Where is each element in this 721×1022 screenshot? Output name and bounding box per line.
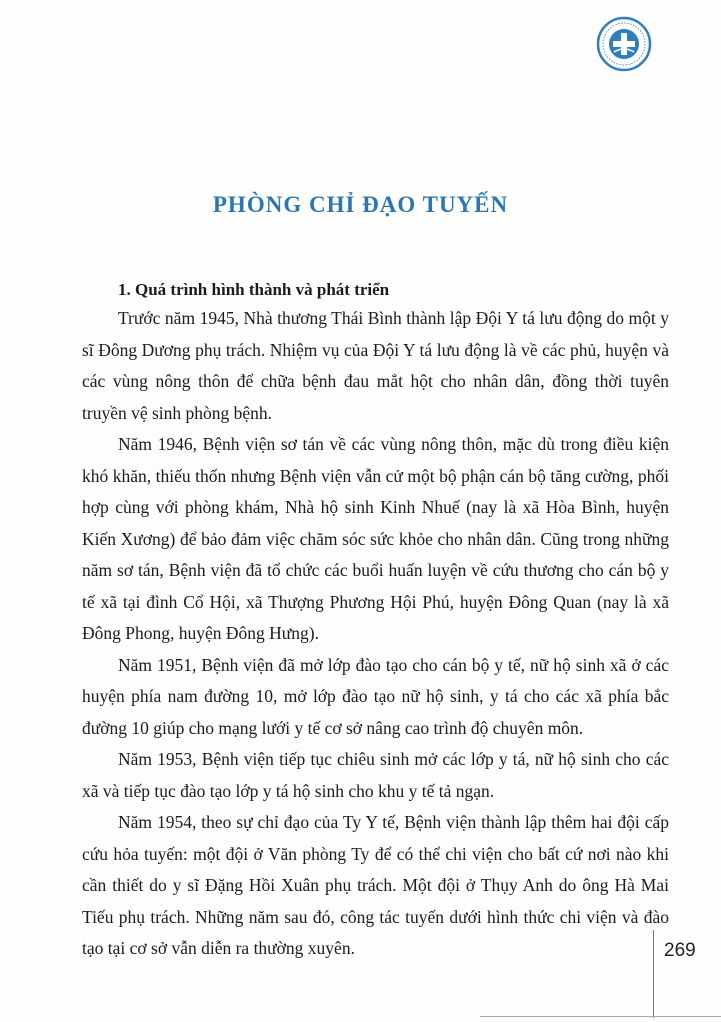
- paragraph: Năm 1951, Bệnh viện đã mở lớp đào tạo cho cán bộ y tế, nữ hộ sinh xã ở các huyện phía nam đường 10, mở lớp đào tạo nữ hộ sinh, y tá cho các xã phía bắc đường 10 giúp cho mạng lưới y tế cơ sở nâng cao trình độ chuyên môn.: [82, 654, 669, 738]
- page-title: PHÒNG CHỈ ĐẠO TUYẾN: [212, 192, 509, 217]
- hospital-emblem-icon: [596, 16, 652, 72]
- section-heading: 1. Quá trình hình thành và phát triển: [118, 280, 390, 299]
- page-number: 269: [664, 940, 696, 961]
- paragraph: Năm 1946, Bệnh viện sơ tán về các vùng nông thôn, mặc dù trong điều kiện khó khăn, thiếu thốn nhưng Bệnh viện vẫn cử một bộ phận cán bộ tăng cường, phối hợp cùng với phòng khám, Nhà hộ sinh Kinh Nhuế (nay là xã Hòa Bình, huyện Kiến Xương) để bảo đảm việc chăm sóc sức khỏe cho nhân dân. Cũng trong những năm sơ tán, Bệnh viện đã tổ chức các buổi huấn luyện về cứu thương cho cán bộ y tế xã tại đình Cổ Hội, xã Thượng Phương Hội Phú, huyện Đông Quan (nay là xã Đông Phong, huyện Đông Hưng).: [82, 434, 669, 643]
- body-text: [82, 303, 669, 965]
- page-number-divider: [653, 930, 654, 1018]
- page-bottom-rule: [480, 1016, 721, 1017]
- paragraph: Trước năm 1945, Nhà thương Thái Bình thành lập Đội Y tá lưu động do một y sĩ Đông Dương phụ trách. Nhiệm vụ của Đội Y tá lưu động là về các phủ, huyện và các vùng nông thôn để chữa bệnh đau mắt hột cho nhân dân, đồng thời tuyên truyền vệ sinh phòng bệnh.: [82, 308, 669, 423]
- paragraph: Năm 1953, Bệnh viện tiếp tục chiêu sinh mở các lớp y tá, nữ hộ sinh cho các xã và tiếp tục đào tạo lớp y tá hộ sinh cho khu y tế tả ngạn.: [82, 749, 669, 801]
- paragraph: Năm 1954, theo sự chỉ đạo của Ty Y tế, Bệnh viện thành lập thêm hai đội cấp cứu hỏa tuyến: một đội ở Văn phòng Ty để có thể chi viện cho bất cứ nơi nào khi cần thiết do y sĩ Đặng Hồi Xuân phụ trách. Một đội ở Thụy Anh do ông Hà Mai Tiếu phụ trách. Những năm sau đó, công tác tuyến dưới hình thức chi viện và đào tạo tại cơ sở vẫn diễn ra thường xuyên.: [82, 812, 669, 958]
